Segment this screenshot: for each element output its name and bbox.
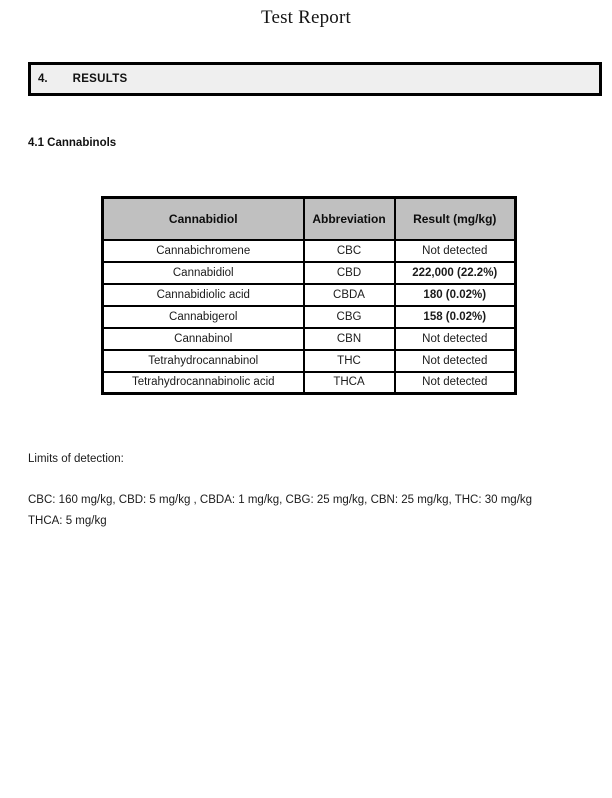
table-row [103,372,516,394]
limits-of-detection-label: Limits of detection: [28,453,124,465]
cell-analyte-name: Tetrahydrocannabinol [103,350,304,372]
subsection-title: 4.1 Cannabinols [28,137,117,149]
cell-result: 180 (0.02%) [395,284,516,306]
table-row [103,284,516,306]
cell-analyte-name: Cannabigerol [103,306,304,328]
cell-abbreviation: THCA [304,372,395,394]
cell-analyte-name: Cannabidiol [103,262,304,284]
cell-result: Not detected [395,350,516,372]
cell-result: Not detected [395,372,516,394]
limits-line-2: THCA: 5 mg/kg [28,515,107,527]
cell-analyte-name: Tetrahydrocannabinolic acid [103,372,304,394]
table-row [103,350,516,372]
cell-analyte-name: Cannabinol [103,328,304,350]
section-number: 4. [38,73,48,85]
results-table-body [103,240,516,394]
cell-abbreviation: CBC [304,240,395,262]
cell-analyte-name: Cannabichromene [103,240,304,262]
cell-analyte-name: Cannabidiolic acid [103,284,304,306]
cell-abbreviation: CBN [304,328,395,350]
table-row [103,240,516,262]
table-row [103,306,516,328]
cell-result: 222,000 (22.2%) [395,262,516,284]
cell-abbreviation: CBG [304,306,395,328]
cell-result: Not detected [395,240,516,262]
cell-abbreviation: CBD [304,262,395,284]
column-header-cannabidiol: Cannabidiol [103,198,304,240]
limits-of-detection-values [28,490,588,532]
results-table-container [101,196,517,395]
cell-abbreviation: CBDA [304,284,395,306]
page-title: Test Report [260,7,352,28]
results-table [101,196,517,395]
table-row [103,328,516,350]
results-section-heading [28,62,602,96]
section-label: RESULTS [72,73,128,85]
cell-result: 158 (0.02%) [395,306,516,328]
table-row [103,262,516,284]
cell-abbreviation: THC [304,350,395,372]
column-header-abbreviation: Abbreviation [304,198,395,240]
limits-line-1: CBC: 160 mg/kg, CBD: 5 mg/kg , CBDA: 1 mg/kg, CBG: 25 mg/kg, CBN: 25 mg/kg, THC: 30 mg/kg [28,494,533,506]
column-header-result: Result (mg/kg) [395,198,516,240]
cell-result: Not detected [395,328,516,350]
table-header-row [103,198,516,240]
